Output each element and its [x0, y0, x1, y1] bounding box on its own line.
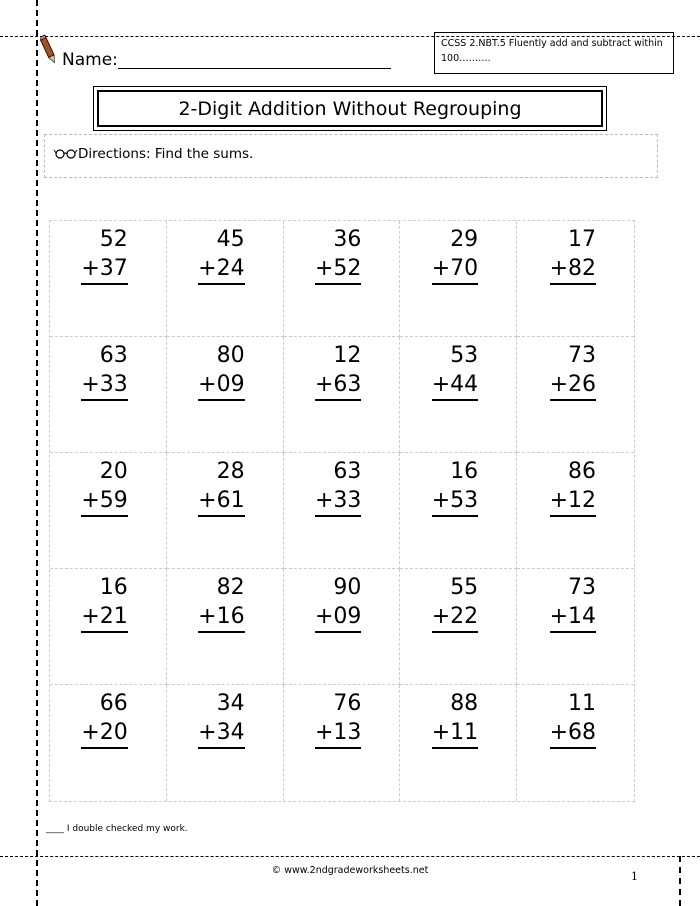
addend-bottom: +44	[432, 370, 478, 401]
addition-problem	[315, 225, 361, 285]
addend-top: 12	[333, 343, 362, 368]
addend-top: 90	[333, 575, 362, 600]
addend-top: 29	[450, 227, 479, 252]
problem-cell[interactable]	[50, 221, 167, 337]
problem-cell[interactable]	[517, 453, 634, 569]
addend-top: 76	[333, 691, 362, 716]
addition-problem	[550, 573, 596, 633]
problem-cell[interactable]	[284, 453, 401, 569]
directions-text: Directions: Find the sums.	[78, 146, 254, 162]
addend-top: 73	[568, 343, 596, 368]
addend-bottom: +24	[198, 254, 244, 285]
problem-cell[interactable]	[400, 569, 517, 685]
addition-problem	[315, 341, 361, 401]
addend-top: 20	[99, 459, 128, 484]
addend-bottom: +09	[315, 602, 361, 633]
problem-cell[interactable]	[167, 685, 284, 801]
addend-top: 36	[333, 227, 362, 252]
addition-problem	[198, 457, 244, 517]
problem-cell[interactable]	[50, 337, 167, 453]
addition-problem	[432, 341, 478, 401]
addition-problem	[81, 457, 127, 517]
addition-problem	[315, 457, 361, 517]
addition-problem	[432, 689, 478, 749]
addend-top: 16	[99, 575, 128, 600]
addend-top: 82	[216, 575, 245, 600]
addition-problem	[550, 225, 596, 285]
addend-bottom: +13	[315, 718, 361, 749]
addend-bottom: +11	[432, 718, 478, 749]
addend-bottom: +16	[198, 602, 244, 633]
addition-problem	[81, 689, 127, 749]
addend-top: 55	[450, 575, 479, 600]
addition-problem	[81, 225, 127, 285]
addend-bottom: +52	[315, 254, 361, 285]
left-cut-line	[36, 0, 38, 906]
addend-bottom: +61	[198, 486, 244, 517]
addition-problem	[432, 457, 478, 517]
problem-cell[interactable]	[167, 453, 284, 569]
page-number: 1	[631, 870, 638, 883]
addend-bottom: +70	[432, 254, 478, 285]
addition-problem	[315, 573, 361, 633]
problem-cell[interactable]	[400, 685, 517, 801]
glasses-icon	[53, 147, 79, 159]
addend-bottom: +12	[550, 486, 596, 517]
bottom-cut-line	[0, 856, 700, 857]
addend-top: 63	[333, 459, 362, 484]
addend-top: 53	[450, 343, 479, 368]
addend-bottom: +33	[315, 486, 361, 517]
addend-top: 11	[568, 691, 596, 716]
addend-bottom: +82	[550, 254, 596, 285]
addend-bottom: +63	[315, 370, 361, 401]
title-box	[93, 86, 607, 131]
addition-problem	[198, 341, 244, 401]
name-label: Name:	[62, 50, 118, 70]
addition-problem	[432, 573, 478, 633]
addend-bottom: +59	[81, 486, 127, 517]
addend-top: 28	[216, 459, 245, 484]
self-check-line: ____ I double checked my work.	[46, 824, 188, 834]
problem-cell[interactable]	[167, 569, 284, 685]
addition-problem	[198, 689, 244, 749]
addend-top: 63	[99, 343, 128, 368]
addend-bottom: +14	[550, 602, 596, 633]
addend-bottom: +34	[198, 718, 244, 749]
addend-top: 16	[450, 459, 479, 484]
addend-top: 66	[99, 691, 128, 716]
addition-problem	[198, 573, 244, 633]
addend-top: 17	[568, 227, 596, 252]
addition-problem	[315, 689, 361, 749]
problem-cell[interactable]	[517, 685, 634, 801]
addend-top: 88	[450, 691, 479, 716]
problem-cell[interactable]	[284, 337, 401, 453]
pencil-icon	[40, 33, 56, 65]
problem-cell[interactable]	[284, 569, 401, 685]
addend-top: 34	[216, 691, 245, 716]
addition-problem	[550, 689, 596, 749]
addend-bottom: +26	[550, 370, 596, 401]
addend-bottom: +22	[432, 602, 478, 633]
addition-problem	[81, 341, 127, 401]
addend-bottom: +20	[81, 718, 127, 749]
addend-bottom: +21	[81, 602, 127, 633]
footer-copyright: © www.2ndgradeworksheets.net	[271, 865, 429, 876]
directions-box	[44, 134, 658, 178]
addend-bottom: +53	[432, 486, 478, 517]
problem-grid	[49, 220, 635, 802]
addend-top: 45	[216, 227, 245, 252]
problem-cell[interactable]	[517, 569, 634, 685]
addend-top: 80	[216, 343, 245, 368]
problem-cell[interactable]	[167, 221, 284, 337]
problem-cell[interactable]	[400, 337, 517, 453]
addition-problem	[432, 225, 478, 285]
problem-cell[interactable]	[284, 221, 401, 337]
right-cut-line	[679, 856, 681, 906]
addition-problem	[550, 457, 596, 517]
problem-cell[interactable]	[400, 453, 517, 569]
problem-cell[interactable]	[284, 685, 401, 801]
page-title: 2-Digit Addition Without Regrouping	[97, 90, 603, 127]
problem-cell[interactable]	[167, 337, 284, 453]
addend-bottom: +09	[198, 370, 244, 401]
addend-bottom: +33	[81, 370, 127, 401]
problem-cell[interactable]	[50, 453, 167, 569]
standard-box: CCSS 2.NBT.5 Fluently add and subtract within 100……….	[434, 32, 674, 74]
addition-problem	[550, 341, 596, 401]
addend-top: 52	[99, 227, 128, 252]
problem-cell[interactable]	[400, 221, 517, 337]
addend-bottom: +37	[81, 254, 127, 285]
problem-cell[interactable]	[50, 685, 167, 801]
addend-bottom: +68	[550, 718, 596, 749]
addition-problem	[81, 573, 127, 633]
addend-top: 73	[568, 575, 596, 600]
problem-cell[interactable]	[50, 569, 167, 685]
problem-cell[interactable]	[517, 337, 634, 453]
name-field-line[interactable]	[118, 68, 391, 69]
problem-cell[interactable]	[517, 221, 634, 337]
addition-problem	[198, 225, 244, 285]
addend-top: 86	[568, 459, 596, 484]
